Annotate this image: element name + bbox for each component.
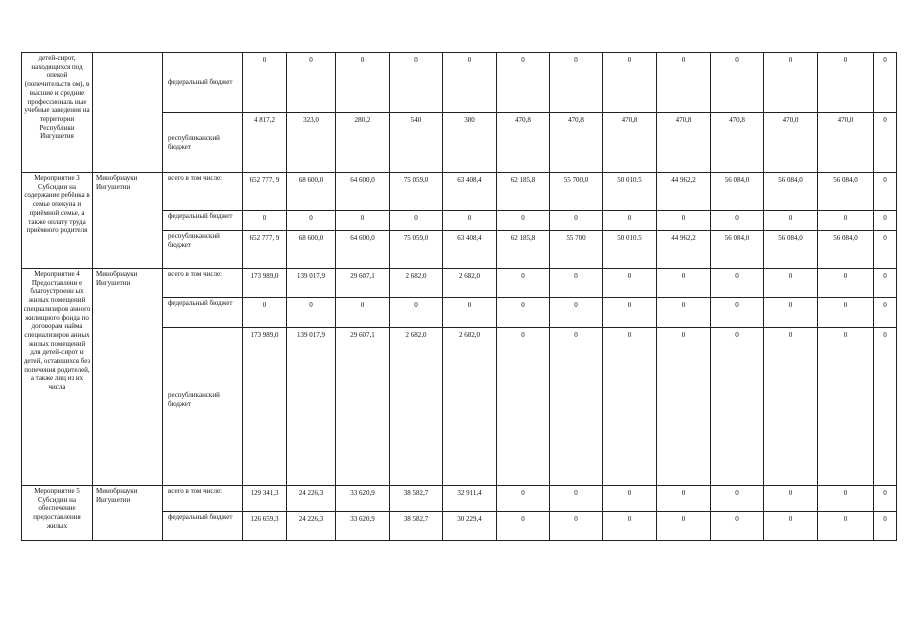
value-cell: 55 700,0 bbox=[550, 173, 603, 211]
value-cell: 64 600,0 bbox=[336, 231, 390, 269]
value-cell: 0 bbox=[550, 211, 603, 231]
value-cell: 44 962,2 bbox=[657, 173, 711, 211]
value-cell: 0 bbox=[764, 211, 818, 231]
value-cell: 62 185,8 bbox=[497, 173, 550, 211]
funding-source-cell: федеральный бюджет bbox=[163, 298, 243, 328]
value-cell: 0 bbox=[657, 53, 711, 113]
value-cell: 0 bbox=[603, 328, 657, 486]
value-cell: 0 bbox=[874, 486, 897, 512]
value-cell: 470,0 bbox=[764, 113, 818, 173]
funding-source-cell: республиканский бюджет bbox=[163, 231, 243, 269]
value-cell: 68 600,0 bbox=[287, 173, 336, 211]
value-cell: 56 084,0 bbox=[711, 231, 764, 269]
value-cell: 38 582,7 bbox=[390, 512, 443, 541]
funding-source-cell: всего в том числе: bbox=[163, 486, 243, 512]
value-cell: 0 bbox=[603, 298, 657, 328]
value-cell: 44 962,2 bbox=[657, 231, 711, 269]
value-cell: 470,8 bbox=[550, 113, 603, 173]
table-row bbox=[22, 173, 897, 211]
value-cell: 0 bbox=[243, 53, 287, 113]
value-cell: 0 bbox=[603, 486, 657, 512]
value-cell: 0 bbox=[243, 298, 287, 328]
value-cell: 0 bbox=[603, 512, 657, 541]
value-cell: 2 682,0 bbox=[443, 328, 497, 486]
value-cell: 62 185,8 bbox=[497, 231, 550, 269]
value-cell: 0 bbox=[874, 113, 897, 173]
value-cell: 38 582,7 bbox=[390, 486, 443, 512]
value-cell: 0 bbox=[443, 211, 497, 231]
value-cell: 2 682,0 bbox=[390, 328, 443, 486]
funding-source-cell: всего в том числе: bbox=[163, 173, 243, 211]
value-cell: 0 bbox=[287, 298, 336, 328]
value-cell: 0 bbox=[390, 298, 443, 328]
value-cell: 0 bbox=[874, 173, 897, 211]
value-cell: 0 bbox=[711, 328, 764, 486]
value-cell: 470,8 bbox=[497, 113, 550, 173]
value-cell: 33 620,9 bbox=[336, 512, 390, 541]
value-cell: 75 059,0 bbox=[390, 231, 443, 269]
value-cell: 0 bbox=[818, 328, 874, 486]
value-cell: 64 600,0 bbox=[336, 173, 390, 211]
value-cell: 323,0 bbox=[287, 113, 336, 173]
value-cell: 0 bbox=[874, 53, 897, 113]
table-row bbox=[22, 486, 897, 512]
value-cell: 0 bbox=[764, 328, 818, 486]
activity-name-cell: Мероприятие 5 Субсидии на обеспечение предоставления жилых bbox=[22, 486, 93, 541]
value-cell: 30 229,4 bbox=[443, 512, 497, 541]
table-row bbox=[22, 269, 897, 298]
value-cell: 4 817,2 bbox=[243, 113, 287, 173]
activity-name-cell: Мероприятие 4 Предоставлени е благоустроенн ых жилых помещений специализиров анного жилищного фонда по договорам найма специализиров анных жилых помещений для детей-сирот и детей, оставшихся без попечения родителей, а также лиц из их числа bbox=[22, 269, 93, 486]
value-cell: 0 bbox=[764, 53, 818, 113]
value-cell: 0 bbox=[657, 328, 711, 486]
value-cell: 0 bbox=[874, 512, 897, 541]
value-cell: 0 bbox=[874, 211, 897, 231]
value-cell: 29 607,1 bbox=[336, 269, 390, 298]
value-cell: 380 bbox=[443, 113, 497, 173]
value-cell: 0 bbox=[497, 486, 550, 512]
value-cell: 0 bbox=[287, 211, 336, 231]
funding-source-cell: всего в том числе: bbox=[163, 269, 243, 298]
value-cell: 0 bbox=[657, 298, 711, 328]
value-cell: 173 989,0 bbox=[243, 269, 287, 298]
value-cell: 0 bbox=[497, 269, 550, 298]
value-cell: 0 bbox=[874, 231, 897, 269]
value-cell: 0 bbox=[603, 53, 657, 113]
value-cell: 0 bbox=[764, 298, 818, 328]
value-cell: 0 bbox=[390, 53, 443, 113]
value-cell: 50 010.5 bbox=[603, 173, 657, 211]
value-cell: 470,8 bbox=[711, 113, 764, 173]
value-cell: 0 bbox=[711, 211, 764, 231]
value-cell: 652 777, 9 bbox=[243, 173, 287, 211]
value-cell: 55 700 bbox=[550, 231, 603, 269]
value-cell: 63 408,4 bbox=[443, 231, 497, 269]
funding-source-cell: республиканский бюджет bbox=[163, 328, 243, 486]
value-cell: 0 bbox=[550, 298, 603, 328]
value-cell: 126 659,3 bbox=[243, 512, 287, 541]
value-cell: 0 bbox=[443, 53, 497, 113]
executor-cell bbox=[93, 53, 163, 173]
value-cell: 0 bbox=[497, 328, 550, 486]
value-cell: 0 bbox=[497, 512, 550, 541]
value-cell: 139 017,9 bbox=[287, 269, 336, 298]
value-cell: 29 607,1 bbox=[336, 328, 390, 486]
value-cell: 0 bbox=[336, 298, 390, 328]
value-cell: 0 bbox=[818, 298, 874, 328]
value-cell: 0 bbox=[818, 512, 874, 541]
value-cell: 173 989,0 bbox=[243, 328, 287, 486]
value-cell: 0 bbox=[390, 211, 443, 231]
value-cell: 0 bbox=[550, 512, 603, 541]
value-cell: 56 084,0 bbox=[764, 231, 818, 269]
value-cell: 0 bbox=[550, 269, 603, 298]
value-cell: 0 bbox=[711, 486, 764, 512]
value-cell: 0 bbox=[711, 512, 764, 541]
activity-name-cell: Мероприятие 3 Субсидии на содержание ребёнка в семье опекуна и приёмной семье, а также оплату труда приёмного родителя bbox=[22, 173, 93, 269]
value-cell: 0 bbox=[818, 53, 874, 113]
value-cell: 0 bbox=[497, 53, 550, 113]
funding-source-cell: федеральный бюджет bbox=[163, 53, 243, 113]
value-cell: 0 bbox=[657, 211, 711, 231]
budget-table-body bbox=[22, 53, 897, 541]
value-cell: 0 bbox=[603, 211, 657, 231]
value-cell: 24 226,3 bbox=[287, 486, 336, 512]
value-cell: 540 bbox=[390, 113, 443, 173]
value-cell: 0 bbox=[243, 211, 287, 231]
value-cell: 0 bbox=[874, 269, 897, 298]
value-cell: 75 059,0 bbox=[390, 173, 443, 211]
value-cell: 33 620,9 bbox=[336, 486, 390, 512]
value-cell: 0 bbox=[764, 512, 818, 541]
funding-source-cell: федеральный бюджет bbox=[163, 512, 243, 541]
value-cell: 0 bbox=[550, 53, 603, 113]
value-cell: 0 bbox=[497, 298, 550, 328]
value-cell: 470,0 bbox=[818, 113, 874, 173]
budget-table-page bbox=[21, 52, 887, 541]
executor-cell: Минобрнауки Ингушетии bbox=[93, 486, 163, 541]
value-cell: 0 bbox=[657, 486, 711, 512]
value-cell: 139 017,9 bbox=[287, 328, 336, 486]
value-cell: 470,8 bbox=[603, 113, 657, 173]
value-cell: 24 226,3 bbox=[287, 512, 336, 541]
value-cell: 0 bbox=[764, 486, 818, 512]
value-cell: 0 bbox=[336, 53, 390, 113]
value-cell: 0 bbox=[336, 211, 390, 231]
value-cell: 63 408,4 bbox=[443, 173, 497, 211]
value-cell: 0 bbox=[711, 53, 764, 113]
value-cell: 129 341,3 bbox=[243, 486, 287, 512]
value-cell: 0 bbox=[550, 328, 603, 486]
value-cell: 0 bbox=[818, 211, 874, 231]
value-cell: 0 bbox=[818, 486, 874, 512]
executor-cell: Минобрнауки Ингушетии bbox=[93, 173, 163, 269]
value-cell: 0 bbox=[711, 269, 764, 298]
value-cell: 0 bbox=[818, 269, 874, 298]
funding-source-cell: республиканский бюджет bbox=[163, 113, 243, 173]
value-cell: 56 084,0 bbox=[711, 173, 764, 211]
value-cell: 0 bbox=[711, 298, 764, 328]
value-cell: 0 bbox=[874, 328, 897, 486]
value-cell: 2 682,0 bbox=[443, 269, 497, 298]
value-cell: 0 bbox=[657, 269, 711, 298]
value-cell: 56 084,0 bbox=[818, 231, 874, 269]
value-cell: 0 bbox=[874, 298, 897, 328]
budget-table bbox=[21, 52, 897, 541]
value-cell: 2 682,0 bbox=[390, 269, 443, 298]
value-cell: 0 bbox=[497, 211, 550, 231]
activity-name-cell: детей-сирот, находящихся под опекой (попечительств ом), в высшие и средние профессиональ ные учебные заведения на территории Республики Ингушетия bbox=[22, 53, 93, 173]
value-cell: 68 600,0 bbox=[287, 231, 336, 269]
table-row bbox=[22, 53, 897, 113]
value-cell: 56 084,0 bbox=[818, 173, 874, 211]
value-cell: 32 911,4 bbox=[443, 486, 497, 512]
value-cell: 0 bbox=[657, 512, 711, 541]
value-cell: 0 bbox=[287, 53, 336, 113]
value-cell: 280,2 bbox=[336, 113, 390, 173]
value-cell: 652 777, 9 bbox=[243, 231, 287, 269]
value-cell: 50 010.5 bbox=[603, 231, 657, 269]
funding-source-cell: федеральный бюджет bbox=[163, 211, 243, 231]
value-cell: 0 bbox=[550, 486, 603, 512]
value-cell: 0 bbox=[443, 298, 497, 328]
value-cell: 0 bbox=[603, 269, 657, 298]
value-cell: 470,8 bbox=[657, 113, 711, 173]
value-cell: 0 bbox=[764, 269, 818, 298]
value-cell: 56 084,0 bbox=[764, 173, 818, 211]
executor-cell: Минобрнауки Ингушетии bbox=[93, 269, 163, 486]
